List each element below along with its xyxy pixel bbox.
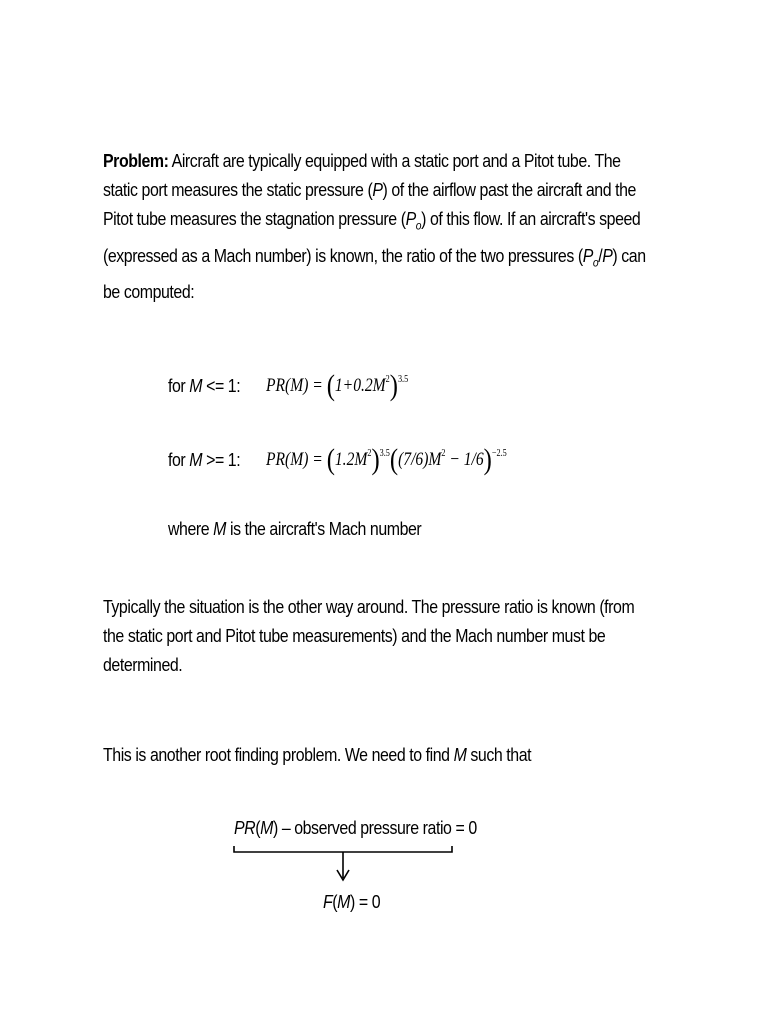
equation-subsonic (168, 366, 439, 406)
condition-supersonic: for M >= 1: (168, 449, 241, 470)
condition-subsonic: for M <= 1: (168, 375, 241, 396)
mach-definition: where M is the aircraft's Mach number (168, 518, 422, 539)
ratio-slash: / (598, 244, 603, 266)
problem-text-2: ) of the airflow past the aircraft and the Pitot tube measures the stagnation pressure ( (103, 179, 636, 229)
ratio-numerator: P (582, 244, 593, 266)
problem-paragraph (103, 146, 653, 306)
ratio-denominator: P (602, 244, 613, 266)
formula-subsonic: $PR(M) = (1+0.2M^2)^{3.5}$ (266, 369, 409, 402)
static-pressure-symbol: P (372, 179, 383, 200)
underbrace-arrow (228, 842, 460, 892)
stagnation-subscript: o (415, 218, 422, 233)
problem-text-3: ) of this flow. If an aircraft's speed (expressed as a Mach number) is known, the ratio of the two pressures ( (103, 208, 641, 266)
root-finding-paragraph: This is another root finding problem. We need to find M such that (103, 744, 532, 765)
pressure-ratio-equation: PR(M) – observed pressure ratio = 0 (234, 817, 477, 838)
typically-paragraph: Typically the situation is the other way around. The pressure ratio is known (from the static port and Pitot tube measurements) and the Mach number must be determined. (103, 596, 635, 675)
problem-label: Problem: (103, 150, 169, 171)
formula-supersonic: $PR(M) = (1.2M^2)^{3.5}((7/6)M^2 - 1/6)^{-2.5}$ (266, 443, 507, 476)
problem-text-1: Aircraft are typically equipped with a static port and a Pitot tube. The static port measures the static pressure ( (103, 150, 621, 200)
problem-text-4: ) can be computed: (103, 244, 646, 303)
stagnation-pressure-symbol: P (405, 208, 416, 229)
ratio-numerator-subscript: o (592, 255, 599, 270)
equation-supersonic (168, 440, 560, 480)
function-equation: F(M) = 0 (323, 891, 381, 912)
